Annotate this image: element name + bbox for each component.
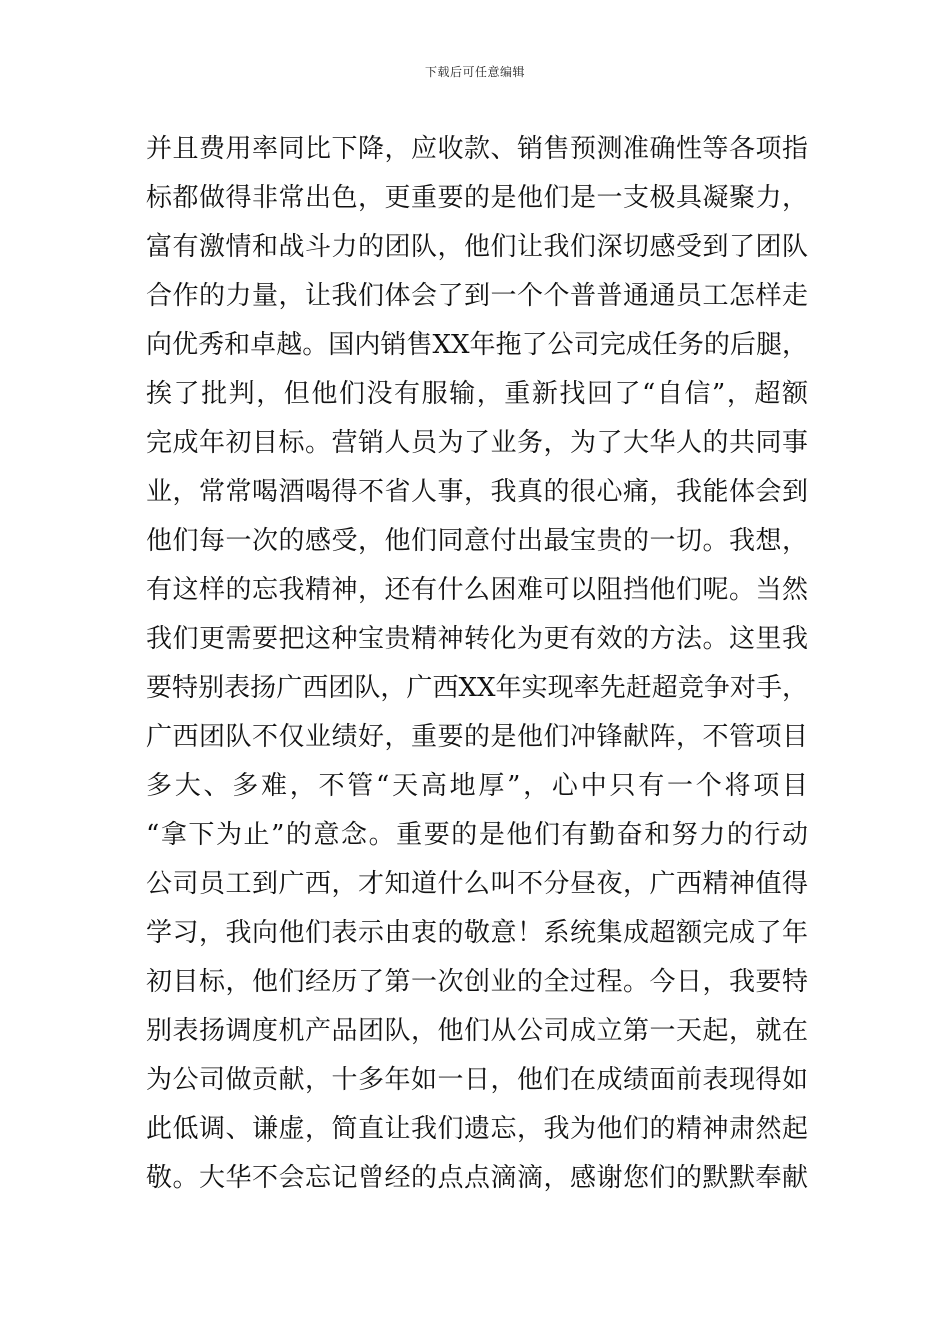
header-note: 下载后可任意编辑 <box>424 65 525 79</box>
text-line: 学习，我向他们表示由衷的敬意！系统集成超额完成了年 <box>146 918 808 948</box>
text-line: 并且费用率同比下降，应收款、销售预测准确性等各项指 <box>146 134 808 164</box>
text-line: 完成年初目标。营销人员为了业务，为了大华人的共同事 <box>146 428 808 458</box>
text-line: 标都做得非常出色，更重要的是他们是一支极具凝聚力， <box>146 183 808 213</box>
text-line: 敬。大华不会忘记曾经的点点滴滴，感谢您们的默默奉献 <box>146 1163 808 1193</box>
text-line: 初目标，他们经历了第一次创业的全过程。今日，我要特 <box>146 967 808 997</box>
text-line: 向优秀和卓越。国内销售XX年拖了公司完成任务的后腿， <box>146 330 808 360</box>
text-line: 我们更需要把这种宝贵精神转化为更有效的方法。这里我 <box>146 624 808 654</box>
text-line: 公司员工到广西，才知道什么叫不分昼夜，广西精神值得 <box>146 869 808 899</box>
text-line: “拿下为止”的意念。重要的是他们有勤奋和努力的行动 <box>146 820 808 850</box>
text-line: 挨了批判，但他们没有服输，重新找回了“自信”，超额 <box>146 379 808 409</box>
text-line: 富有激情和战斗力的团队，他们让我们深切感受到了团队 <box>146 232 808 262</box>
text-line: 广西团队不仅业绩好，重要的是他们冲锋献阵，不管项目 <box>146 722 808 752</box>
text-line: 多大、多难，不管“天高地厚”，心中只有一个将项目 <box>146 771 808 801</box>
body-paragraph <box>146 125 808 1203</box>
text-line: 业，常常喝酒喝得不省人事，我真的很心痛，我能体会到 <box>146 477 808 507</box>
text-line: 别表扬调度机产品团队，他们从公司成立第一天起，就在 <box>146 1016 808 1046</box>
text-line: 有这样的忘我精神，还有什么困难可以阻挡他们呢。当然 <box>146 575 808 605</box>
text-line: 合作的力量，让我们体会了到一个个普普通通员工怎样走 <box>146 281 808 311</box>
text-line: 此低调、谦虚，简直让我们遗忘，我为他们的精神肃然起 <box>146 1114 808 1144</box>
text-line: 要特别表扬广西团队，广西XX年实现率先赶超竞争对手， <box>146 673 808 703</box>
text-line: 为公司做贡献，十多年如一日，他们在成绩面前表现得如 <box>146 1065 808 1095</box>
text-line: 他们每一次的感受，他们同意付出最宝贵的一切。我想， <box>146 526 808 556</box>
